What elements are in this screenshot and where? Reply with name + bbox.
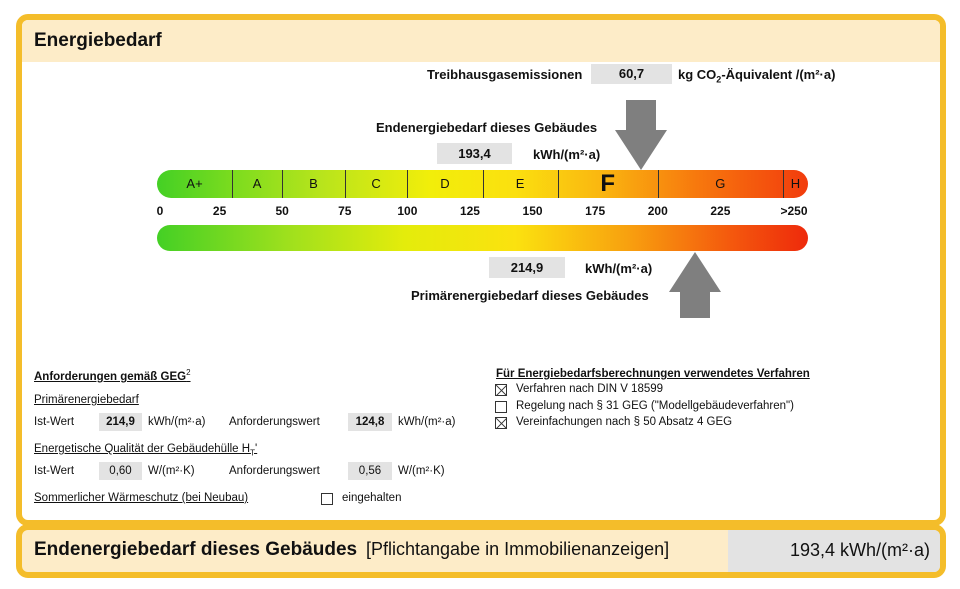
class-divider: [282, 170, 283, 198]
primary-demand-heading: Primärenergiebedarf: [34, 394, 139, 406]
class-divider: [345, 170, 346, 198]
class-divider: [232, 170, 233, 198]
energy-class-a: A: [252, 176, 262, 191]
primary-ist-label: Ist-Wert: [34, 416, 75, 428]
primary-energy-label: Primärenergiebedarf dieses Gebäudes: [411, 288, 649, 303]
scale-tick-label: 175: [585, 204, 606, 218]
envelope-anf-value: 0,56: [348, 462, 392, 480]
energy-class-b: B: [309, 176, 318, 191]
energy-class-h: H: [790, 176, 801, 191]
energy-class-a-plus: A+: [186, 176, 203, 191]
envelope-ist-label: Ist-Wert: [34, 465, 75, 477]
primary-anf-value: 124,8: [348, 413, 392, 431]
scale-tick-label: >250: [780, 204, 808, 218]
end-energy-unit: kWh/(m²·a): [533, 147, 601, 162]
end-energy-summary-panel: [16, 524, 946, 578]
end-energy-value: 193,4: [437, 143, 512, 164]
primary-anf-unit: kWh/(m²·a): [398, 416, 456, 428]
method-model-building-checkbox[interactable]: [495, 401, 507, 413]
panel-title: Energiebedarf: [22, 20, 940, 62]
scale-tick-label: 75: [338, 204, 352, 218]
summary-note: [Pflichtangabe in Immobilienanzeigen]: [366, 539, 670, 559]
emissions-label: Treibhausgasemissionen: [427, 67, 583, 82]
primary-energy-unit: kWh/(m²·a): [585, 261, 653, 276]
scale-tick-label: 150: [522, 204, 543, 218]
summary-value-box: [728, 530, 940, 572]
scale-tick-label: 25: [212, 204, 227, 218]
energy-class-f: F: [600, 170, 616, 197]
summary-value: 193,4 kWh/(m²·a): [789, 540, 930, 560]
end-energy-arrow-icon: [611, 100, 671, 172]
end-energy-label: Endenergiebedarf dieses Gebäudes: [376, 120, 598, 135]
energy-class-g: G: [715, 176, 726, 191]
class-divider: [558, 170, 559, 198]
emissions-value: 60,7: [591, 64, 672, 84]
scale-tick-label: 225: [710, 204, 731, 218]
method-simplification-checkbox[interactable]: [495, 417, 507, 429]
method-simplification-label: Vereinfachungen nach § 50 Absatz 4 GEG: [516, 416, 733, 428]
scale-tick-label: 200: [647, 204, 668, 218]
class-divider: [407, 170, 408, 198]
class-divider: [658, 170, 659, 198]
primary-energy-value: 214,9: [489, 257, 565, 278]
scale-tick-label: 0: [156, 204, 164, 218]
envelope-anf-label: Anforderungswert: [229, 465, 320, 477]
envelope-quality-heading: Energetische Qualität der Gebäudehülle $H_T'$: [34, 443, 258, 458]
primary-ist-unit: kWh/(m²·a): [148, 416, 206, 428]
energy-class-scale: [157, 170, 808, 198]
envelope-ist-value: 0,60: [99, 462, 142, 480]
method-model-building-label: Regelung nach § 31 GEG ("Modellgebäudeverfahren"): [516, 400, 794, 412]
requirements-title: Anforderungen gemäß GEG$^2$: [34, 368, 191, 383]
method-din-checkbox[interactable]: [495, 384, 507, 396]
scale-tick-label: 100: [397, 204, 418, 218]
summer-protection-heading: Sommerlicher Wärmeschutz (bei Neubau): [34, 492, 249, 504]
summer-protection-option: eingehalten: [342, 492, 402, 504]
summer-protection-checkbox[interactable]: [321, 493, 333, 505]
scale-tick-label: 125: [459, 204, 480, 218]
primary-energy-arrow-icon: [665, 252, 725, 318]
energy-class-c: C: [371, 176, 381, 191]
summary-title: Endenergiebedarf dieses Gebäudes: [34, 539, 358, 560]
emissions-unit: kg $CO_2$-Äquivalent /(m²·a): [678, 67, 836, 85]
methods-title: Für Energiebedarfsberechnungen verwendetes Verfahren: [496, 368, 810, 380]
primary-energy-scale: [157, 225, 808, 251]
method-din-label: Verfahren nach DIN V 18599: [516, 383, 664, 395]
scale-tick-label: 50: [275, 204, 289, 218]
class-divider: [783, 170, 784, 198]
primary-anf-label: Anforderungswert: [229, 416, 320, 428]
energy-class-e: E: [515, 176, 525, 191]
energy-class-d: D: [440, 176, 450, 191]
envelope-anf-unit: W/(m²·K): [398, 465, 445, 477]
primary-ist-value: 214,9: [99, 413, 142, 431]
envelope-ist-unit: W/(m²·K): [148, 465, 195, 477]
class-divider: [483, 170, 484, 198]
